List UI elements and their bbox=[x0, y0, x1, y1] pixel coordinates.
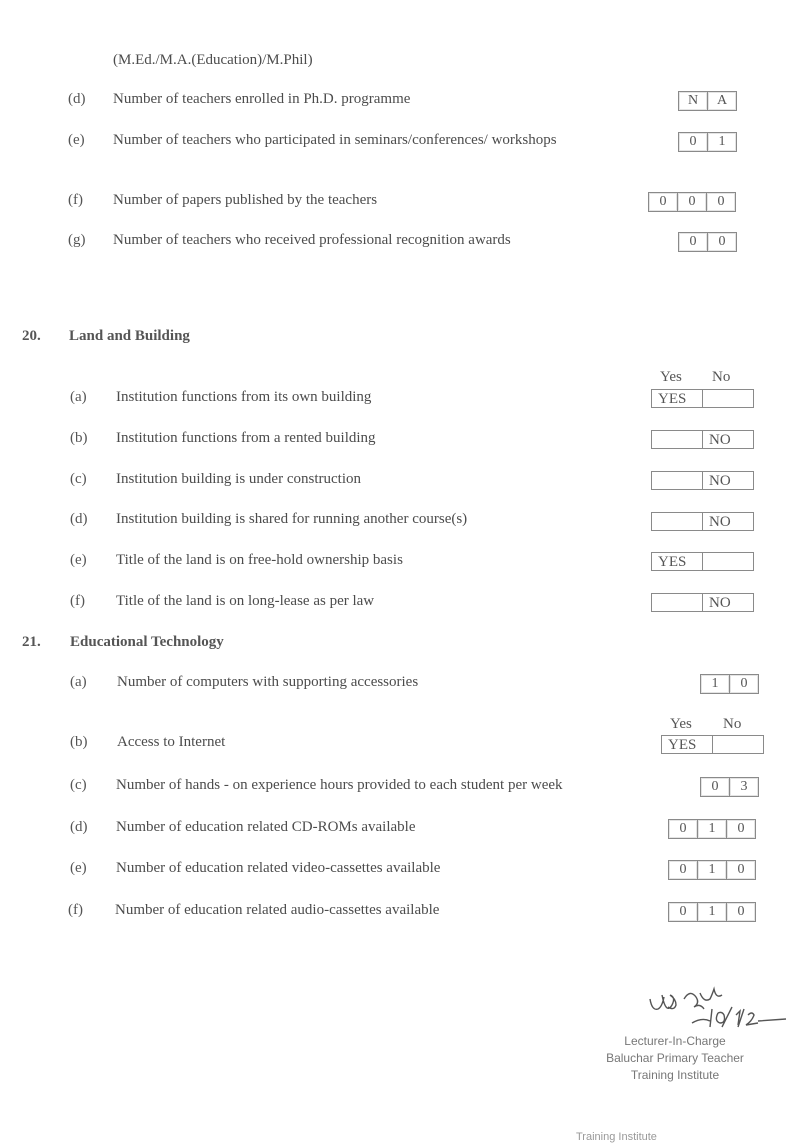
item-label: (f) bbox=[68, 902, 83, 918]
section-number: 20. bbox=[22, 328, 41, 344]
yes-header: Yes bbox=[670, 716, 692, 732]
digit-cell: 0 bbox=[677, 192, 707, 212]
item-text: Institution building is under construction bbox=[116, 471, 361, 487]
item-text: Number of teachers who received professional recognition awards bbox=[113, 232, 511, 248]
yes-no-box bbox=[661, 735, 764, 755]
digit-cell: 1 bbox=[697, 819, 727, 839]
item-label: (d) bbox=[68, 91, 86, 107]
yes-no-box bbox=[651, 593, 754, 613]
designation-line-3: Training Institute bbox=[630, 1068, 720, 1082]
digit-cell: A bbox=[707, 91, 737, 111]
item-label: (c) bbox=[70, 777, 87, 793]
item-text: Number of education related audio-cassettes available bbox=[115, 902, 440, 918]
yes-no-box bbox=[651, 430, 754, 450]
no-header: No bbox=[712, 369, 731, 385]
item-label: (d) bbox=[70, 511, 88, 527]
item-label: (a) bbox=[70, 389, 87, 405]
item-text: Number of papers published by the teachers bbox=[113, 192, 378, 208]
yes-no-box bbox=[651, 471, 754, 491]
digit-cell: 1 bbox=[697, 902, 727, 922]
digit-cell: 0 bbox=[668, 819, 698, 839]
item-label: (e) bbox=[70, 860, 87, 876]
digit-box-group bbox=[678, 91, 737, 111]
item-text: Number of teachers who participated in seminars/conferences/ workshops bbox=[113, 132, 557, 148]
item-text: Institution functions from a rented building bbox=[116, 430, 376, 446]
yes-cell bbox=[651, 471, 703, 490]
no-cell: NO bbox=[702, 430, 754, 449]
item-label: (e) bbox=[68, 132, 85, 148]
no-cell bbox=[702, 552, 754, 571]
designation-line-2: Baluchar Primary Teacher bbox=[606, 1051, 744, 1065]
signature-designation bbox=[590, 1033, 760, 1084]
yes-cell: YES bbox=[661, 735, 713, 754]
digit-cell: 0 bbox=[678, 232, 708, 252]
item-label: (f) bbox=[68, 192, 83, 208]
digit-box-group bbox=[668, 902, 756, 922]
item-text: Number of teachers enrolled in Ph.D. programme bbox=[113, 91, 411, 107]
digit-cell: 0 bbox=[726, 902, 756, 922]
digit-box-group bbox=[700, 674, 759, 694]
yes-no-box bbox=[651, 389, 754, 409]
yes-cell bbox=[651, 512, 703, 531]
digit-cell: 0 bbox=[648, 192, 678, 212]
item-label: (b) bbox=[70, 734, 88, 750]
digit-cell: 0 bbox=[726, 819, 756, 839]
item-text: Number of computers with supporting accessories bbox=[117, 674, 419, 690]
item-label: (c) bbox=[70, 471, 87, 487]
digit-cell: 1 bbox=[697, 860, 727, 880]
section-number: 21. bbox=[22, 634, 41, 650]
item-text: Title of the land is on free-hold ownership basis bbox=[116, 552, 403, 568]
item-text: Number of hands - on experience hours provided to each student per week bbox=[116, 777, 563, 793]
item-text: Institution building is shared for running another course(s) bbox=[116, 511, 468, 527]
item-text: Number of education related video-cassettes available bbox=[116, 860, 441, 876]
yes-no-box bbox=[651, 552, 754, 572]
digit-cell: 1 bbox=[707, 132, 737, 152]
no-cell: NO bbox=[702, 512, 754, 531]
digit-cell: 3 bbox=[729, 777, 759, 797]
digit-box-group bbox=[668, 860, 756, 880]
digit-cell: 0 bbox=[726, 860, 756, 880]
digit-box-group bbox=[678, 232, 737, 252]
digit-cell: 1 bbox=[700, 674, 730, 694]
item-label: (e) bbox=[70, 552, 87, 568]
item-label: (f) bbox=[70, 593, 85, 609]
section-title: Land and Building bbox=[69, 328, 190, 344]
digit-cell: 0 bbox=[668, 860, 698, 880]
yes-cell: YES bbox=[651, 552, 703, 571]
footer-stamp-text: Training Institute bbox=[576, 1131, 657, 1143]
digit-cell: 0 bbox=[668, 902, 698, 922]
no-cell: NO bbox=[702, 471, 754, 490]
handwritten-signature bbox=[640, 985, 790, 1035]
yes-cell bbox=[651, 430, 703, 449]
digit-box-group bbox=[668, 819, 756, 839]
yes-header: Yes bbox=[660, 369, 682, 385]
item-text: Institution functions from its own building bbox=[116, 389, 372, 405]
digit-cell: 0 bbox=[678, 132, 708, 152]
digit-box-group bbox=[678, 132, 737, 152]
yes-cell bbox=[651, 593, 703, 612]
digit-box-group bbox=[700, 777, 759, 797]
item-label: (b) bbox=[70, 430, 88, 446]
item-label: (a) bbox=[70, 674, 87, 690]
no-cell: NO bbox=[702, 593, 754, 612]
digit-box-group bbox=[648, 192, 736, 212]
item-label: (d) bbox=[70, 819, 88, 835]
digit-cell: 0 bbox=[729, 674, 759, 694]
digit-cell: 0 bbox=[700, 777, 730, 797]
item-text: Title of the land is on long-lease as per law bbox=[116, 593, 375, 609]
item-label: (g) bbox=[68, 232, 86, 248]
designation-line-1: Lecturer-In-Charge bbox=[624, 1034, 726, 1048]
degree-header-line: (M.Ed./M.A.(Education)/M.Phil) bbox=[113, 52, 313, 68]
no-cell bbox=[702, 389, 754, 408]
yes-no-box bbox=[651, 512, 754, 532]
digit-cell: 0 bbox=[707, 232, 737, 252]
no-header: No bbox=[723, 716, 742, 732]
item-text: Access to Internet bbox=[117, 734, 226, 750]
yes-cell: YES bbox=[651, 389, 703, 408]
section-title: Educational Technology bbox=[70, 634, 224, 650]
no-cell bbox=[712, 735, 764, 754]
digit-cell: 0 bbox=[706, 192, 736, 212]
digit-cell: N bbox=[678, 91, 708, 111]
item-text: Number of education related CD-ROMs available bbox=[116, 819, 416, 835]
